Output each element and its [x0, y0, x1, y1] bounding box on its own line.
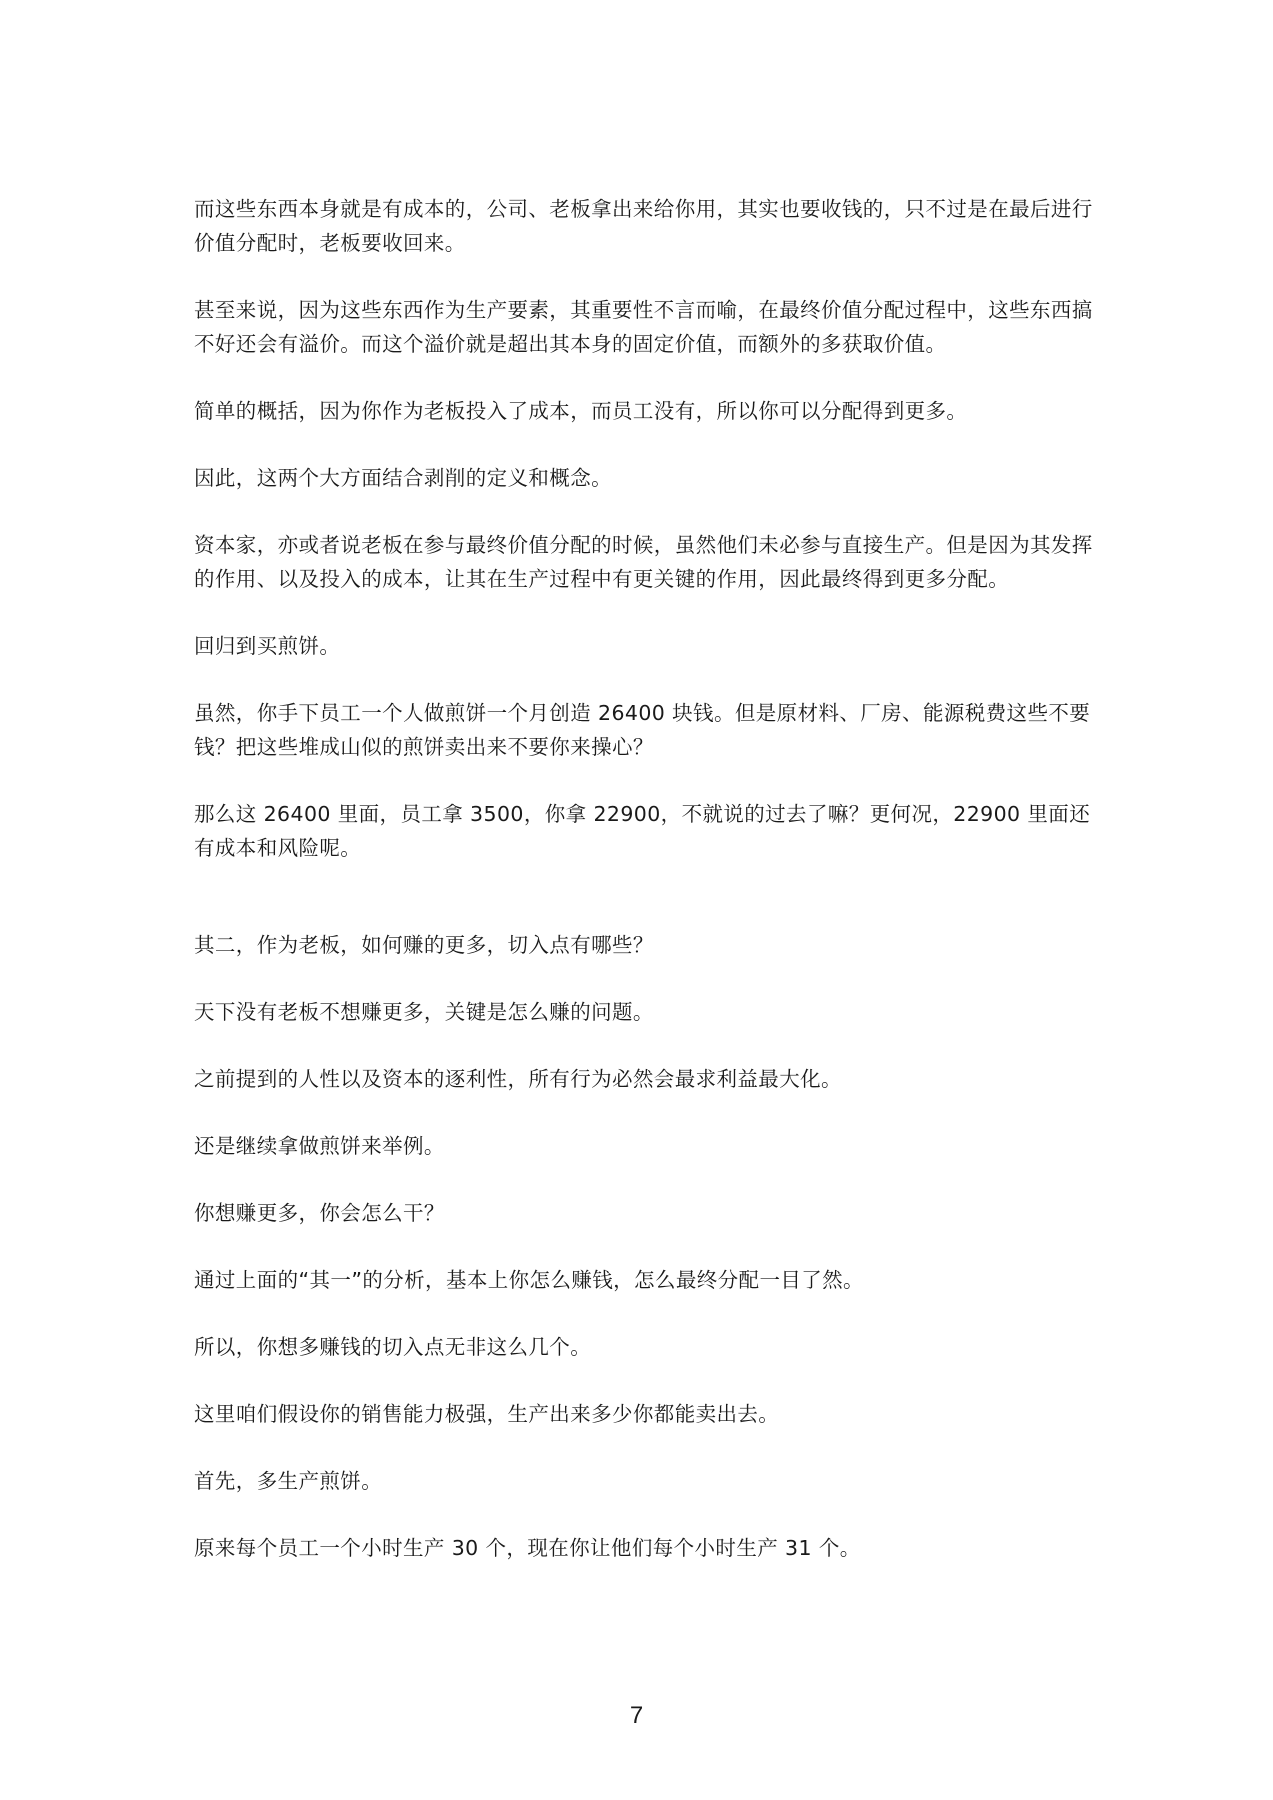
paragraph: 你想赚更多，你会怎么干？ — [194, 1201, 445, 1225]
paragraph: 之前提到的人性以及资本的逐利性，所有行为必然会最求利益最大化。 — [194, 1067, 842, 1091]
paragraph: 因此，这两个大方面结合剥削的定义和概念。 — [194, 466, 612, 490]
paragraph: 还是继续拿做煎饼来举例。 — [194, 1134, 445, 1158]
section-heading-paragraph: 其二，作为老板，如何赚的更多，切入点有哪些？ — [194, 933, 654, 957]
paragraph: 而这些东西本身就是有成本的，公司、老板拿出来给你用，其实也要收钱的，只不过是在最后进行价值分配时，老板要收回来。 — [194, 197, 1093, 255]
section-gap — [194, 898, 1094, 928]
paragraph: 这里咱们假设你的销售能力极强，生产出来多少你都能卖出去。 — [194, 1402, 780, 1426]
paragraph: 虽然，你手下员工一个人做煎饼一个月创造 26400 块钱。但是原材料、厂房、能源税费这些不要钱？把这些堆成山似的煎饼卖出来不要你来操心？ — [194, 701, 1091, 759]
page-number: 7 — [629, 1702, 644, 1729]
paragraph: 资本家，亦或者说老板在参与最终价值分配的时候，虽然他们未必参与直接生产。但是因为其发挥的作用、以及投入的成本，让其在生产过程中有更关键的作用，因此最终得到更多分配。 — [194, 533, 1093, 591]
paragraph: 甚至来说，因为这些东西作为生产要素，其重要性不言而喻，在最终价值分配过程中，这些东西搞不好还会有溢价。而这个溢价就是超出其本身的固定价值，而额外的多获取价值。 — [194, 298, 1093, 356]
body-text — [194, 192, 1094, 1598]
paragraph: 天下没有老板不想赚更多，关键是怎么赚的问题。 — [194, 1000, 654, 1024]
paragraph: 所以，你想多赚钱的切入点无非这么几个。 — [194, 1335, 592, 1359]
paragraph: 回归到买煎饼。 — [194, 634, 341, 658]
paragraph: 简单的概括，因为你作为老板投入了成本，而员工没有，所以你可以分配得到更多。 — [194, 399, 968, 423]
paragraph: 首先，多生产煎饼。 — [194, 1469, 383, 1493]
paragraph: 那么这 26400 里面，员工拿 3500，你拿 22900，不就说的过去了嘛？更何况，22900 里面还有成本和风险呢。 — [194, 802, 1091, 860]
paragraph: 通过上面的“其一”的分析，基本上你怎么赚钱，怎么最终分配一目了然。 — [194, 1268, 864, 1292]
paragraph: 原来每个员工一个小时生产 30 个，现在你让他们每个小时生产 31 个。 — [194, 1536, 861, 1560]
